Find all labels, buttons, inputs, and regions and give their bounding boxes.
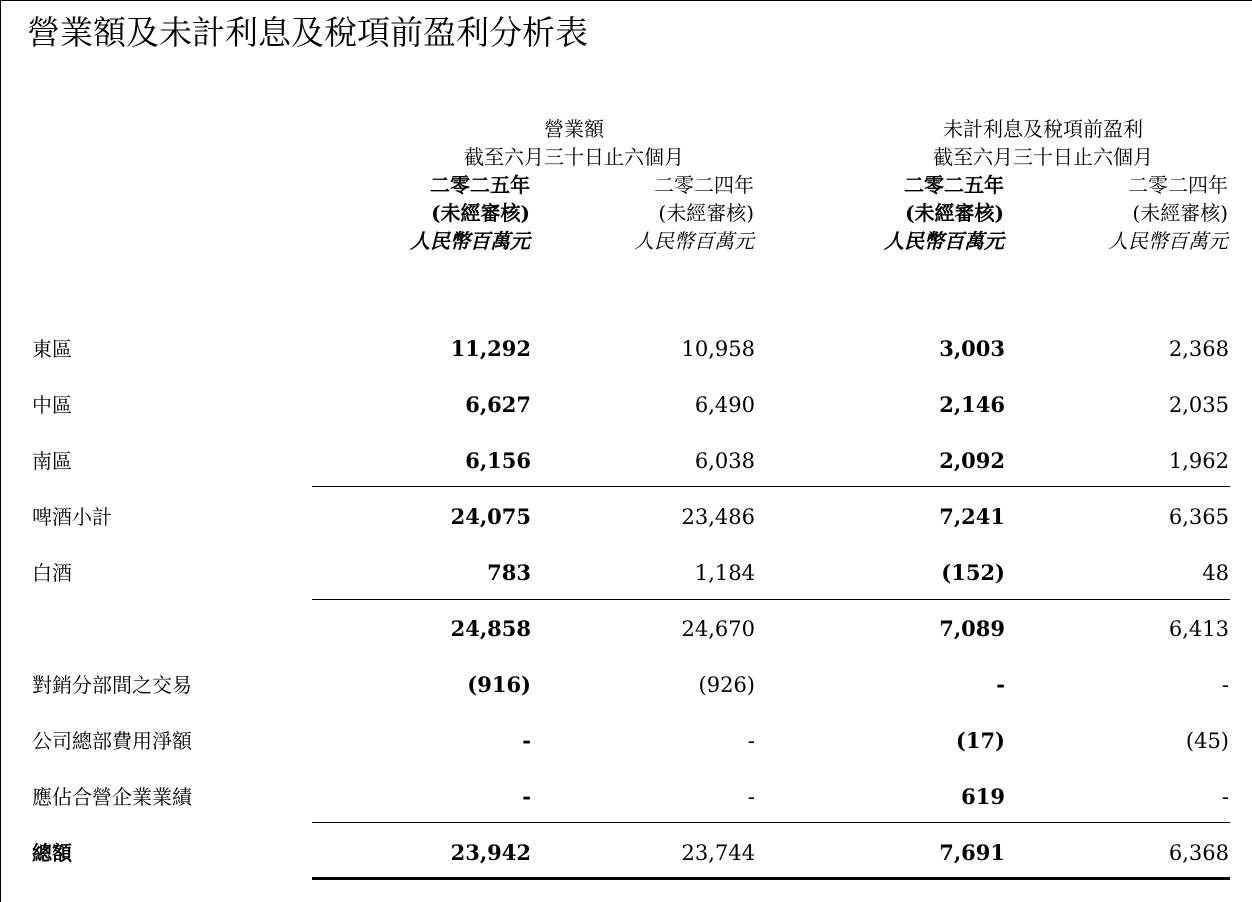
revenue-2024-value: 10,958 (681, 337, 755, 361)
revenue-2024-value: (926) (698, 673, 755, 697)
table-row-combined (1, 601, 1252, 657)
revenue-2024-value: 6,490 (694, 393, 755, 417)
ebit-2024-value: 6,365 (1168, 505, 1229, 529)
revenue-prior-note: (未經審核) (658, 201, 754, 225)
ebit-2025-value: (17) (955, 728, 1005, 753)
ebit-2025-value: 7,691 (939, 840, 1005, 865)
revenue-2025-value: (916) (467, 672, 531, 697)
ebit-2025-value: 2,092 (939, 448, 1005, 473)
revenue-2025-value: - (522, 784, 531, 809)
ebit-2025-value: - (996, 672, 1005, 697)
revenue-2025-value: 11,292 (450, 336, 531, 361)
ebit-2024-value: 6,368 (1168, 841, 1229, 865)
ebit-2025-value: 7,241 (939, 504, 1005, 529)
revenue-header-period: 截至六月三十日止六個月 (464, 145, 684, 169)
table-row-intersegment (1, 657, 1252, 713)
ebit-2024-value: - (1221, 785, 1229, 809)
table-row-central (1, 377, 1252, 433)
revenue-2024-value: - (747, 729, 755, 753)
revenue-2025-value: 6,156 (465, 448, 531, 473)
revenue-header-title: 營業額 (544, 117, 604, 141)
row-label: 白酒 (32, 561, 72, 585)
ebit-header-period: 截至六月三十日止六個月 (933, 145, 1153, 169)
row-label: 東區 (32, 337, 72, 361)
revenue-2025-value: 783 (487, 560, 531, 585)
revenue-prior-year: 二零二四年 (654, 173, 754, 197)
table-row-east (1, 321, 1252, 377)
page-title: 營業額及未計利息及稅項前盈利分析表 (27, 13, 588, 52)
revenue-2025-value: 6,627 (465, 392, 531, 417)
table-row-south (1, 433, 1252, 489)
revenue-2025-value: 23,942 (450, 840, 531, 865)
ebit-2025-value: 2,146 (939, 392, 1005, 417)
ebit-2025-value: 3,003 (939, 336, 1005, 361)
ebit-current-unit: 人民幣百萬元 (884, 229, 1004, 253)
ebit-current-year: 二零二五年 (904, 173, 1004, 197)
revenue-current-unit: 人民幣百萬元 (410, 229, 530, 253)
ebit-2024-value: 48 (1202, 561, 1229, 585)
revenue-current-year: 二零二五年 (430, 173, 530, 197)
ebit-prior-year: 二零二四年 (1128, 173, 1228, 197)
ebit-current-note: (未經審核) (905, 201, 1004, 225)
revenue-2024-value: 24,670 (681, 617, 755, 641)
row-label: 南區 (32, 449, 72, 473)
revenue-2025-value: 24,858 (450, 616, 531, 641)
revenue-prior-unit: 人民幣百萬元 (634, 229, 754, 253)
total-divider (312, 822, 1230, 823)
ebit-2025-value: 619 (961, 784, 1005, 809)
combined-divider (312, 599, 1230, 600)
revenue-current-note: (未經審核) (431, 201, 530, 225)
row-label: 應佔合營企業業績 (32, 785, 192, 809)
ebit-2024-value: 2,035 (1168, 393, 1229, 417)
ebit-2024-value: 6,413 (1168, 617, 1229, 641)
table-row-baijiu (1, 545, 1252, 601)
ebit-prior-unit: 人民幣百萬元 (1108, 229, 1228, 253)
row-label: 總額 (32, 841, 72, 865)
revenue-2024-value: 23,486 (681, 505, 755, 529)
total-double-underline (312, 877, 1230, 880)
revenue-2024-value: 6,038 (694, 449, 755, 473)
revenue-2024-value: 23,744 (681, 841, 755, 865)
ebit-header-title: 未計利息及稅項前盈利 (943, 117, 1143, 141)
row-label: 啤酒小計 (32, 505, 112, 529)
table-row-total (1, 825, 1252, 881)
revenue-2024-value: 1,184 (694, 561, 755, 585)
revenue-2025-value: - (522, 728, 531, 753)
ebit-2024-value: 2,368 (1168, 337, 1229, 361)
revenue-2024-value: - (747, 785, 755, 809)
table-row-beer-subtotal (1, 489, 1252, 545)
table-row-joint-venture (1, 769, 1252, 825)
table-row-hq-expenses (1, 713, 1252, 769)
revenue-2025-value: 24,075 (450, 504, 531, 529)
row-label: 中區 (32, 393, 72, 417)
ebit-prior-note: (未經審核) (1132, 201, 1228, 225)
ebit-2024-value: 1,962 (1168, 449, 1229, 473)
row-label: 公司總部費用淨額 (32, 729, 192, 753)
row-label: 對銷分部間之交易 (32, 673, 192, 697)
ebit-2025-value: (152) (941, 560, 1005, 585)
ebit-2025-value: 7,089 (939, 616, 1005, 641)
ebit-2024-value: - (1221, 673, 1229, 697)
ebit-2024-value: (45) (1185, 729, 1229, 753)
subtotal-divider (312, 486, 1230, 487)
